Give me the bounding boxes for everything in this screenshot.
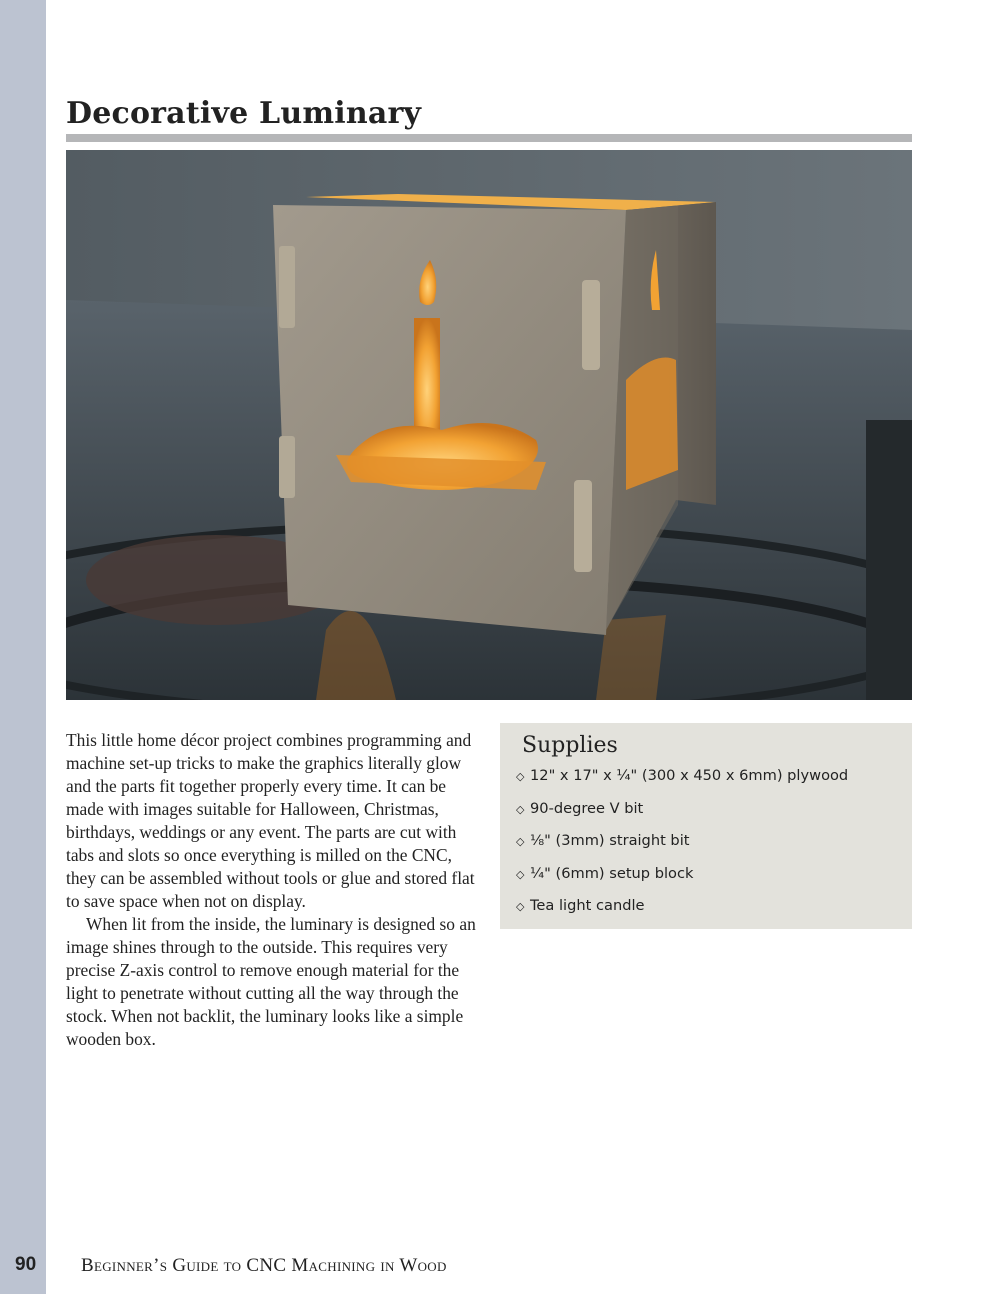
supplies-item: ◇ 90-degree V bit xyxy=(516,793,896,826)
diamond-bullet-icon: ◇ xyxy=(516,900,525,913)
running-head: Beginner’s Guide to CNC Machining in Wood xyxy=(81,1255,447,1276)
body-text xyxy=(66,729,482,1051)
supplies-item: ◇ ¼" (6mm) setup block xyxy=(516,858,896,891)
page-number: 90 xyxy=(15,1254,37,1275)
supplies-item: ◇ 12" x 17" x ¼" (300 x 450 x 6mm) plywood xyxy=(516,760,896,793)
supplies-item: ◇ Tea light candle xyxy=(516,890,896,923)
page-title: Decorative Luminary xyxy=(66,96,422,131)
supplies-heading: Supplies xyxy=(522,733,618,758)
luminary-photo xyxy=(66,150,912,700)
diamond-bullet-icon: ◇ xyxy=(516,835,525,848)
supplies-box xyxy=(500,723,912,929)
body-paragraph: When lit from the inside, the luminary is designed so an image shines through to the outside. This requires very precise Z-axis control to remove enough material for the light to penetrate without cutting all the way through the stock. When not backlit, the luminary looks like a simple wooden box. xyxy=(66,914,476,1049)
body-paragraph: This little home décor project combines programming and machine set-up tricks to make the graphics literally glow and the parts fit together properly every time. It can be made with images suitable for Halloween, Christmas, birthdays, weddings or any event. The parts are cut with tabs and slots so once everything is milled on the CNC, they can be assembled without tools or glue and stored flat to save space when not on display. xyxy=(66,730,475,911)
diamond-bullet-icon: ◇ xyxy=(516,867,525,881)
diamond-bullet-icon: ◇ xyxy=(516,770,525,783)
supplies-list xyxy=(516,760,896,923)
diamond-bullet-icon: ◇ xyxy=(516,802,525,816)
side-color-band xyxy=(0,0,46,1294)
supplies-item: ◇ ⅛" (3mm) straight bit xyxy=(516,825,896,858)
title-rule xyxy=(66,134,912,142)
